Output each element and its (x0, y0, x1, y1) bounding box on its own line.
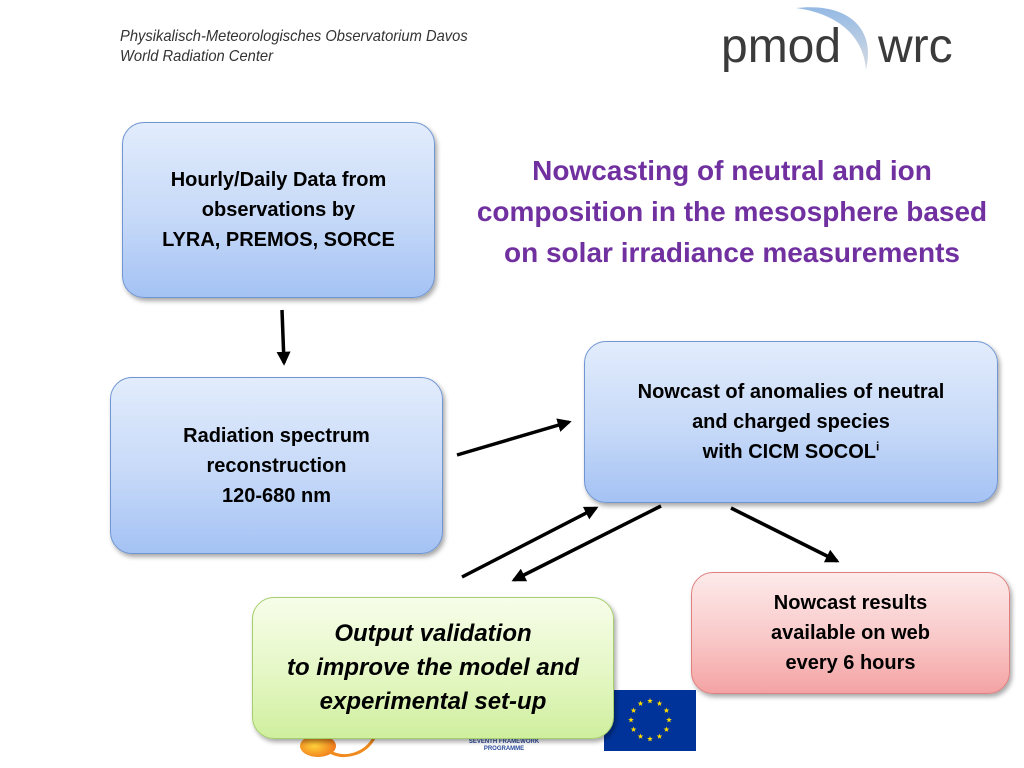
node-nowcast-results (691, 572, 1010, 694)
node-line: reconstruction (206, 454, 347, 477)
institution-name: Physikalisch-Meteorologisches Observatorium Davos (120, 28, 468, 45)
node-spectrum-reconstruction (110, 377, 443, 554)
partner-logo-swoosh (330, 738, 374, 756)
node-line: Nowcast results (773, 592, 928, 614)
node-line: and charged species (692, 411, 890, 433)
node-line: 120-680 nm (222, 484, 331, 507)
title-line: Nowcasting of neutral and ion (532, 155, 932, 186)
title-line: composition in the mesosphere based (476, 196, 988, 227)
institution-subname: World Radiation Center (120, 48, 273, 65)
fp7-line: SEVENTH FRAMEWORK (468, 739, 540, 745)
node-line: experimental set-up (319, 688, 547, 715)
logo-text-wrc: wrc (878, 20, 953, 73)
node-line-text: with CICM SOCOL (702, 441, 876, 463)
eu-flag-icon (604, 690, 696, 751)
node-line: Hourly/Daily Data from (170, 169, 387, 191)
node-nowcast-anomalies (584, 341, 998, 503)
node-line: to improve the model and (286, 654, 580, 681)
node-line (703, 437, 880, 467)
node-line: available on web (771, 622, 930, 644)
node-line: Radiation spectrum (183, 424, 370, 447)
title-line: on solar irradiance measurements (504, 237, 960, 268)
node-line: LYRA, PREMOS, SORCE (162, 229, 395, 251)
logo-text-pmod: pmod (721, 20, 842, 73)
node-line: Nowcast of anomalies of neutral (637, 381, 945, 403)
node-line: every 6 hours (785, 652, 916, 674)
superscript: i (875, 439, 880, 454)
node-line: Output validation (334, 620, 532, 647)
fp7-line: PROGRAMME (483, 746, 525, 752)
fp7-logo-text (466, 739, 542, 753)
node-data-source (122, 122, 435, 298)
node-line: observations by (201, 199, 356, 221)
node-output-validation (252, 597, 614, 739)
